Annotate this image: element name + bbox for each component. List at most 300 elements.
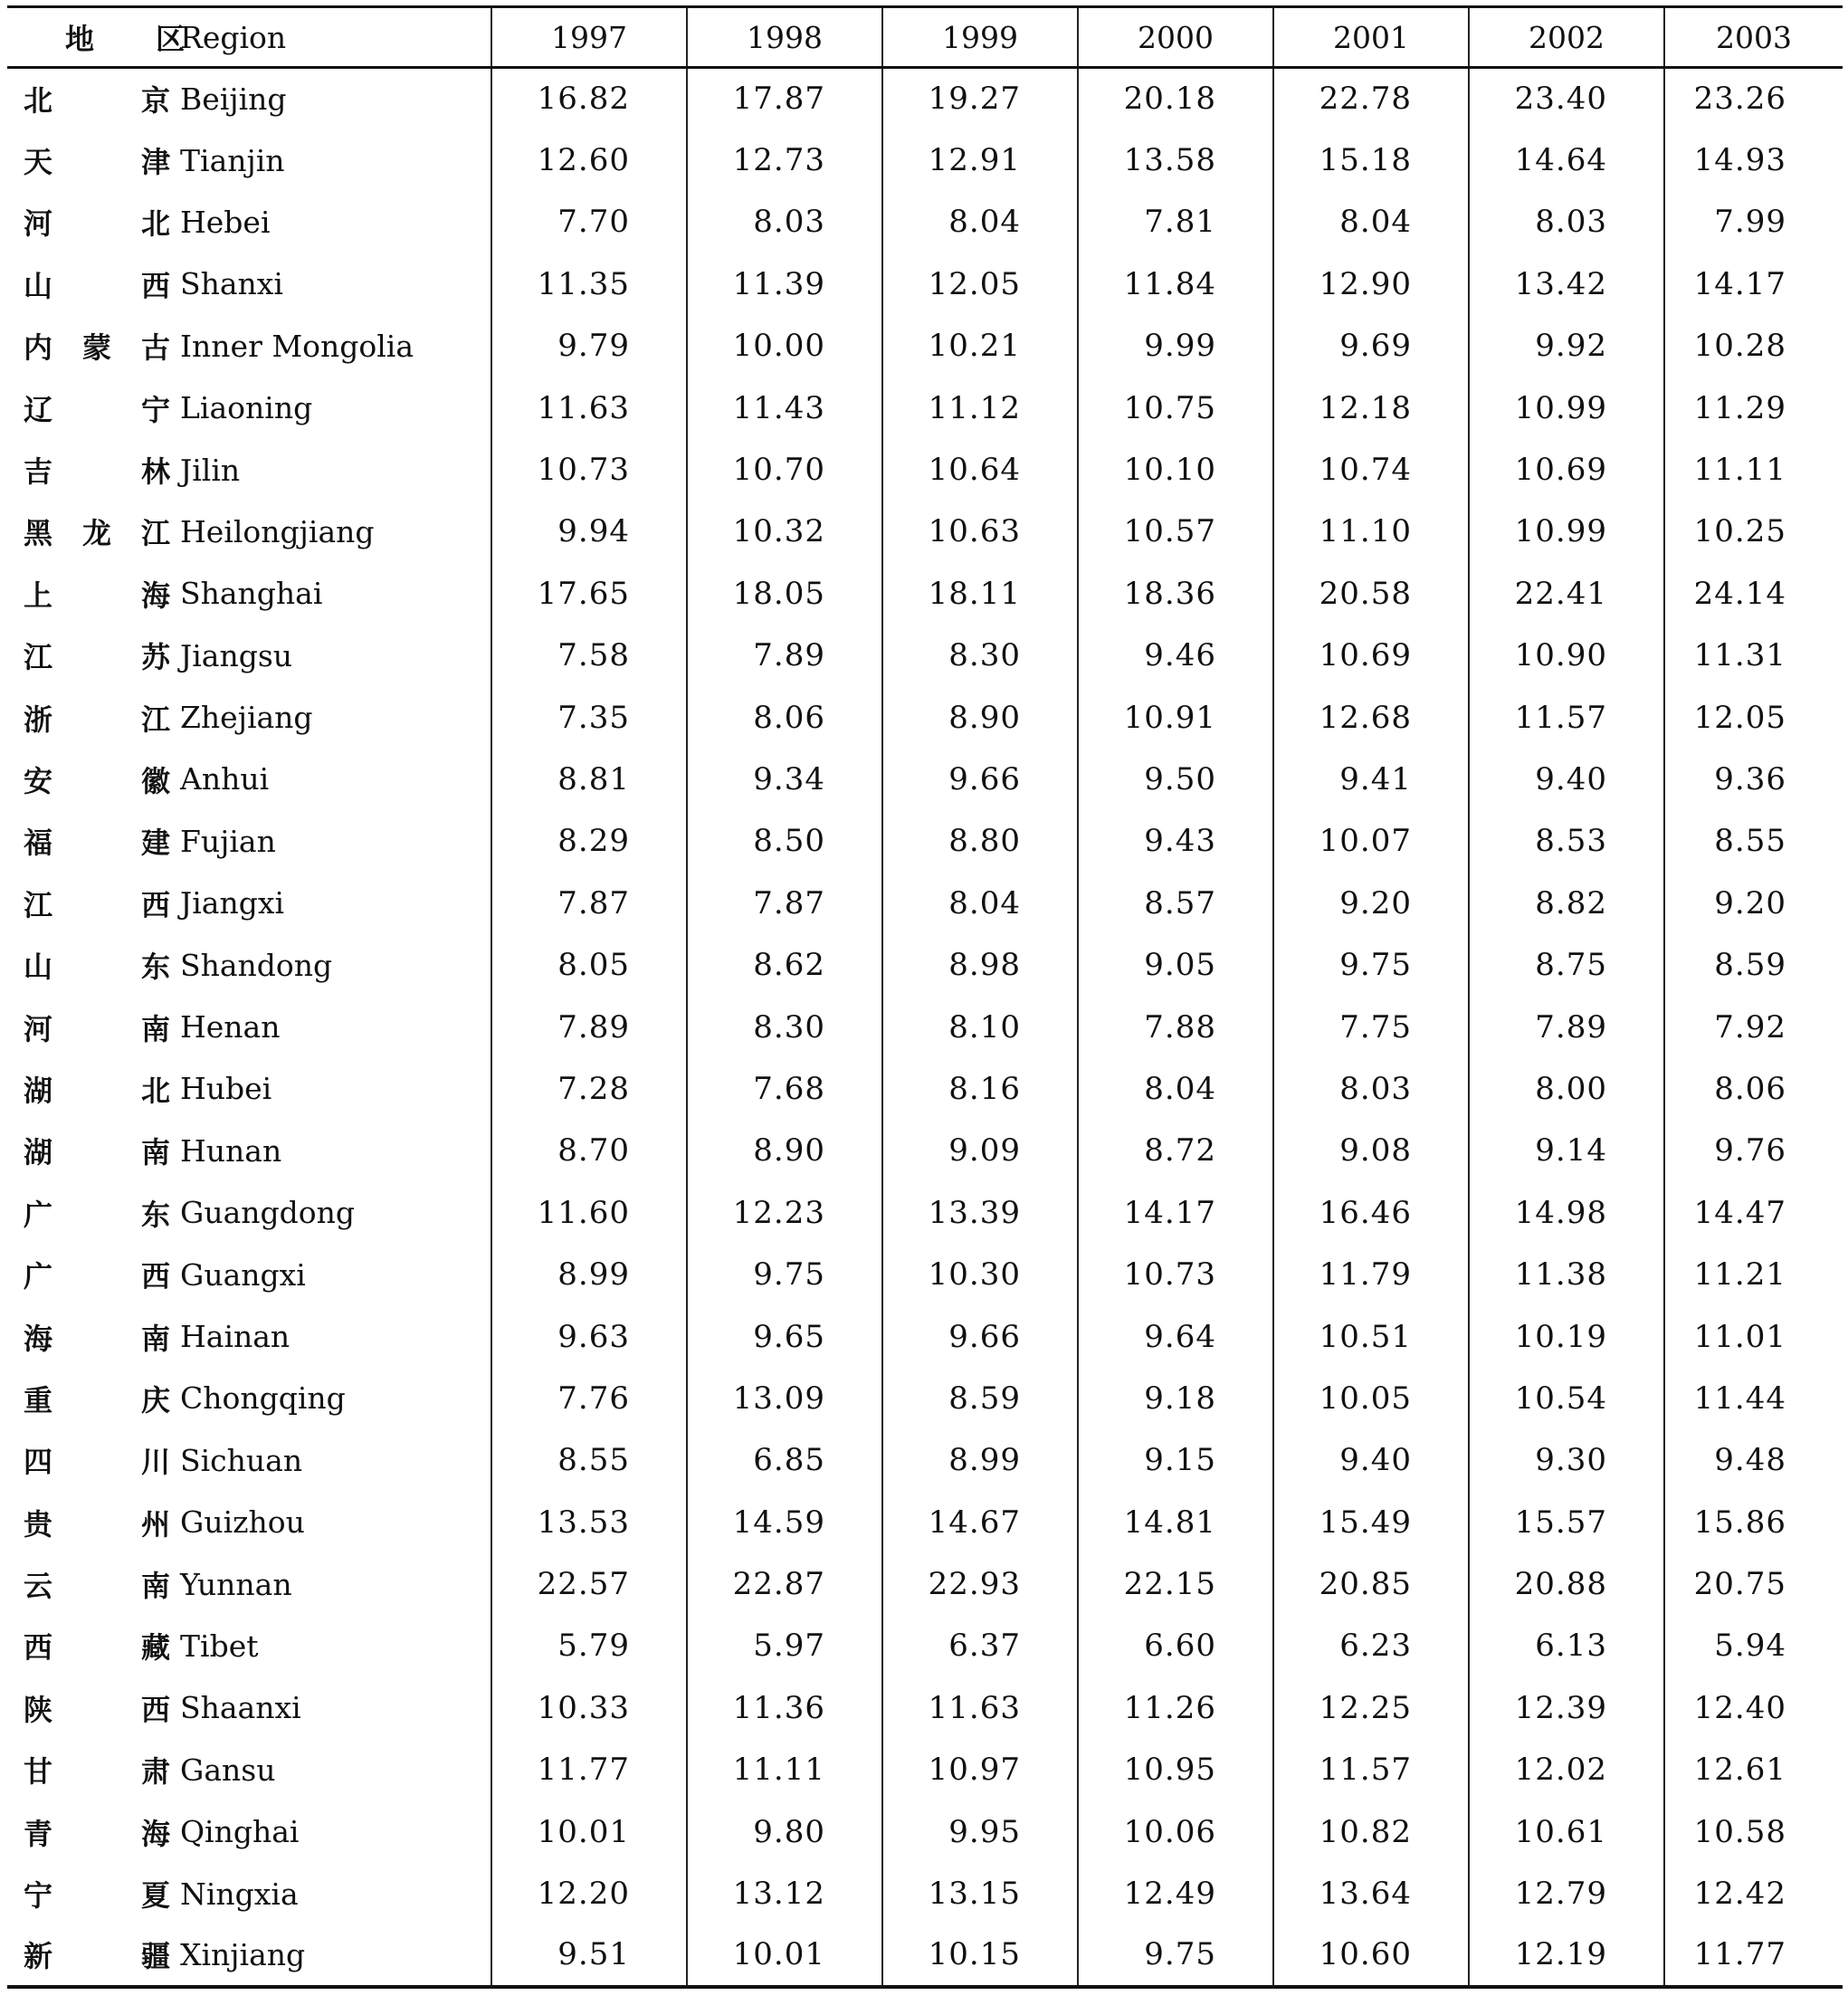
value-cell: 9.08 <box>1273 1120 1469 1181</box>
region-en-cell: Guangxi <box>180 1256 306 1293</box>
region-zh-char: 南 <box>141 1321 171 1356</box>
value-cell: 11.10 <box>1273 501 1469 562</box>
value-cell: 9.94 <box>491 501 687 562</box>
region-zh-cell <box>7 810 173 872</box>
value-cell: 9.40 <box>1469 749 1664 810</box>
value-cell: 11.63 <box>491 377 687 438</box>
value-cell: 11.57 <box>1469 686 1664 748</box>
value-cell: 11.12 <box>882 377 1078 438</box>
value-cell: 14.81 <box>1078 1491 1273 1552</box>
table-row <box>7 1863 1843 1924</box>
regional-data-table <box>7 5 1843 1989</box>
value-cell: 22.93 <box>882 1553 1078 1615</box>
value-cell: 10.19 <box>1469 1305 1664 1367</box>
region-zh-cell <box>7 129 173 191</box>
value-cell: 13.53 <box>491 1491 687 1552</box>
value-cell: 9.46 <box>1078 625 1273 686</box>
region-zh-char: 西 <box>141 1692 171 1727</box>
value-cell: 9.79 <box>491 315 687 377</box>
region-zh-char: 江 <box>141 516 171 551</box>
value-cell: 10.61 <box>1469 1800 1664 1862</box>
value-cell: 8.10 <box>882 996 1078 1057</box>
value-cell: 8.04 <box>882 191 1078 253</box>
region-en-cell: Jiangsu <box>180 637 293 673</box>
region-en-cell: Anhui <box>180 761 270 797</box>
value-cell: 9.69 <box>1273 315 1469 377</box>
region-zh-char: 北 <box>141 1073 171 1108</box>
value-cell: 10.97 <box>882 1739 1078 1800</box>
region-zh-char: 肃 <box>141 1754 171 1790</box>
value-cell: 10.10 <box>1078 439 1273 501</box>
value-cell: 12.61 <box>1664 1739 1843 1800</box>
value-cell: 8.55 <box>1664 810 1843 872</box>
value-cell: 8.99 <box>882 1429 1078 1491</box>
value-cell: 10.63 <box>882 501 1078 562</box>
value-cell: 11.29 <box>1664 377 1843 438</box>
table-row <box>7 377 1843 438</box>
value-cell: 10.33 <box>491 1677 687 1739</box>
table-row <box>7 1244 1843 1305</box>
region-zh-char: 湖 <box>24 1073 53 1108</box>
region-zh-char: 东 <box>141 950 171 985</box>
value-cell: 12.39 <box>1469 1677 1664 1739</box>
table-row <box>7 749 1843 810</box>
region-zh-char: 苏 <box>141 640 171 675</box>
region-en-cell: Shandong <box>180 947 333 983</box>
value-cell: 7.28 <box>491 1058 687 1120</box>
region-zh-char: 西 <box>141 268 171 303</box>
table-row <box>7 1739 1843 1800</box>
value-cell: 11.77 <box>1664 1924 1843 1986</box>
region-zh-char: 青 <box>24 1816 53 1851</box>
region-zh-char: 四 <box>24 1445 53 1480</box>
value-cell: 10.07 <box>1273 810 1469 872</box>
region-zh-char: 辽 <box>24 392 53 427</box>
value-cell: 11.36 <box>687 1677 882 1739</box>
value-cell: 20.58 <box>1273 563 1469 625</box>
region-zh-char: 南 <box>141 1011 171 1046</box>
region-en-cell: Shanxi <box>180 266 283 302</box>
value-cell: 8.90 <box>687 1120 882 1181</box>
table-row <box>7 1800 1843 1862</box>
value-cell: 7.35 <box>491 686 687 748</box>
value-cell: 8.82 <box>1469 873 1664 934</box>
value-cell: 9.92 <box>1469 315 1664 377</box>
table-row <box>7 439 1843 501</box>
region-zh-char: 庆 <box>141 1382 171 1418</box>
value-cell: 10.51 <box>1273 1305 1469 1367</box>
value-cell: 11.01 <box>1664 1305 1843 1367</box>
region-en-cell: Hainan <box>180 1319 291 1354</box>
region-en-cell: Shaanxi <box>180 1690 301 1726</box>
value-cell: 10.74 <box>1273 439 1469 501</box>
value-cell: 9.09 <box>882 1120 1078 1181</box>
region-zh-cell <box>7 625 173 686</box>
table-row <box>7 625 1843 686</box>
table-row <box>7 1924 1843 1986</box>
value-cell: 8.30 <box>882 625 1078 686</box>
table-row <box>7 1429 1843 1491</box>
region-zh-char: 北 <box>24 83 53 119</box>
region-zh-char: 宁 <box>141 392 171 427</box>
region-zh-char: 浙 <box>24 702 53 737</box>
region-zh-cell <box>7 315 173 377</box>
value-cell: 8.62 <box>687 934 882 996</box>
value-cell: 8.70 <box>491 1120 687 1181</box>
region-zh-char: 安 <box>24 763 53 798</box>
value-cell: 9.99 <box>1078 315 1273 377</box>
value-cell: 8.05 <box>491 934 687 996</box>
year-header: 2003 <box>1664 7 1843 68</box>
value-cell: 8.00 <box>1469 1058 1664 1120</box>
value-cell: 8.81 <box>491 749 687 810</box>
value-cell: 14.47 <box>1664 1182 1843 1244</box>
region-zh-cell <box>7 253 173 315</box>
value-cell: 18.36 <box>1078 563 1273 625</box>
value-cell: 11.31 <box>1664 625 1843 686</box>
region-zh-header-char: 地 <box>65 22 95 56</box>
value-cell: 7.92 <box>1664 996 1843 1057</box>
value-cell: 12.68 <box>1273 686 1469 748</box>
value-cell: 10.99 <box>1469 501 1664 562</box>
region-zh-cell <box>7 1120 173 1181</box>
value-cell: 11.35 <box>491 253 687 315</box>
table-row <box>7 1368 1843 1429</box>
value-cell: 13.09 <box>687 1368 882 1429</box>
year-header: 2000 <box>1078 7 1273 68</box>
value-cell: 11.79 <box>1273 1244 1469 1305</box>
region-zh-cell <box>7 1368 173 1429</box>
value-cell: 8.90 <box>882 686 1078 748</box>
value-cell: 12.40 <box>1664 1677 1843 1739</box>
table-row <box>7 810 1843 872</box>
region-en-cell: Henan <box>180 1009 281 1045</box>
value-cell: 11.57 <box>1273 1739 1469 1800</box>
value-cell: 12.18 <box>1273 377 1469 438</box>
value-cell: 14.64 <box>1469 129 1664 191</box>
value-cell: 9.05 <box>1078 934 1273 996</box>
region-zh-char: 东 <box>141 1197 171 1232</box>
value-cell: 10.15 <box>882 1924 1078 1986</box>
value-cell: 9.20 <box>1664 873 1843 934</box>
value-cell: 9.75 <box>687 1244 882 1305</box>
value-cell: 5.79 <box>491 1615 687 1676</box>
year-header: 2001 <box>1273 7 1469 68</box>
document-page <box>7 5 1843 1989</box>
region-zh-char: 云 <box>24 1569 53 1604</box>
value-cell: 12.90 <box>1273 253 1469 315</box>
year-header: 1999 <box>882 7 1078 68</box>
value-cell: 23.40 <box>1469 68 1664 129</box>
region-zh-char: 州 <box>141 1506 171 1542</box>
region-zh-char: 建 <box>141 826 171 861</box>
table-row <box>7 996 1843 1057</box>
value-cell: 13.58 <box>1078 129 1273 191</box>
value-cell: 9.80 <box>687 1800 882 1862</box>
value-cell: 10.69 <box>1469 439 1664 501</box>
value-cell: 8.04 <box>1273 191 1469 253</box>
region-en-cell: Zhejiang <box>180 700 313 736</box>
region-zh-cell <box>7 68 173 129</box>
region-en-cell: Yunnan <box>180 1566 292 1602</box>
region-zh-char: 宁 <box>24 1878 53 1914</box>
region-zh-char: 北 <box>141 206 171 242</box>
value-cell: 7.89 <box>687 625 882 686</box>
region-en-cell: Guizhou <box>180 1504 305 1541</box>
value-cell: 10.90 <box>1469 625 1664 686</box>
table-row <box>7 1615 1843 1676</box>
value-cell: 11.44 <box>1664 1368 1843 1429</box>
value-cell: 24.14 <box>1664 563 1843 625</box>
value-cell: 8.55 <box>491 1429 687 1491</box>
value-cell: 7.68 <box>687 1058 882 1120</box>
value-cell: 13.42 <box>1469 253 1664 315</box>
value-cell: 10.64 <box>882 439 1078 501</box>
value-cell: 8.57 <box>1078 873 1273 934</box>
year-header: 1997 <box>491 7 687 68</box>
value-cell: 14.17 <box>1078 1182 1273 1244</box>
region-zh-cell <box>7 1739 173 1800</box>
value-cell: 11.84 <box>1078 253 1273 315</box>
value-cell: 10.95 <box>1078 1739 1273 1800</box>
region-zh-char: 广 <box>24 1259 53 1294</box>
region-zh-cell <box>7 686 173 748</box>
value-cell: 19.27 <box>882 68 1078 129</box>
table-header <box>7 7 1843 68</box>
table-row <box>7 563 1843 625</box>
value-cell: 8.03 <box>1469 191 1664 253</box>
value-cell: 11.38 <box>1469 1244 1664 1305</box>
value-cell: 22.41 <box>1469 563 1664 625</box>
table-row <box>7 1305 1843 1367</box>
value-cell: 12.73 <box>687 129 882 191</box>
value-cell: 12.05 <box>882 253 1078 315</box>
table-row <box>7 1491 1843 1552</box>
value-cell: 22.78 <box>1273 68 1469 129</box>
value-cell: 12.02 <box>1469 1739 1664 1800</box>
region-zh-char: 山 <box>24 268 53 303</box>
table-row <box>7 68 1843 129</box>
value-cell: 10.75 <box>1078 377 1273 438</box>
region-zh-char: 西 <box>141 1259 171 1294</box>
region-en-cell: Hubei <box>180 1071 272 1107</box>
value-cell: 8.06 <box>1664 1058 1843 1120</box>
value-cell: 16.46 <box>1273 1182 1469 1244</box>
value-cell: 12.05 <box>1664 686 1843 748</box>
value-cell: 11.63 <box>882 1677 1078 1739</box>
region-zh-header-char: 区 <box>156 22 186 56</box>
value-cell: 15.57 <box>1469 1491 1664 1552</box>
value-cell: 9.15 <box>1078 1429 1273 1491</box>
value-cell: 17.65 <box>491 563 687 625</box>
value-cell: 10.60 <box>1273 1924 1469 1986</box>
value-cell: 9.66 <box>882 1305 1078 1367</box>
value-cell: 10.91 <box>1078 686 1273 748</box>
region-zh-cell <box>7 934 173 996</box>
value-cell: 10.99 <box>1469 377 1664 438</box>
table-row <box>7 1553 1843 1615</box>
value-cell: 6.85 <box>687 1429 882 1491</box>
value-cell: 10.25 <box>1664 501 1843 562</box>
region-zh-char: 甘 <box>24 1754 53 1790</box>
region-zh-char: 新 <box>24 1939 53 1974</box>
region-zh-cell <box>7 501 173 562</box>
region-zh-cell <box>7 1677 173 1739</box>
value-cell: 10.70 <box>687 439 882 501</box>
value-cell: 10.05 <box>1273 1368 1469 1429</box>
value-cell: 22.87 <box>687 1553 882 1615</box>
region-zh-char: 海 <box>24 1321 53 1356</box>
region-en-cell: Inner Mongolia <box>180 328 414 364</box>
value-cell: 9.50 <box>1078 749 1273 810</box>
region-zh-char: 津 <box>141 145 171 180</box>
value-cell: 14.67 <box>882 1491 1078 1552</box>
value-cell: 7.99 <box>1664 191 1843 253</box>
region-zh-char: 南 <box>141 1569 171 1604</box>
value-cell: 12.91 <box>882 129 1078 191</box>
value-cell: 7.70 <box>491 191 687 253</box>
table-row <box>7 315 1843 377</box>
region-zh-cell <box>7 1305 173 1367</box>
region-zh-char: 江 <box>24 887 53 922</box>
value-cell: 12.42 <box>1664 1863 1843 1924</box>
table-row <box>7 934 1843 996</box>
region-en-cell: Fujian <box>180 823 276 859</box>
value-cell: 20.88 <box>1469 1553 1664 1615</box>
value-cell: 15.18 <box>1273 129 1469 191</box>
value-cell: 10.32 <box>687 501 882 562</box>
region-zh-cell <box>7 377 173 438</box>
value-cell: 14.59 <box>687 1491 882 1552</box>
region-zh-char: 西 <box>24 1630 53 1666</box>
region-zh-char: 江 <box>141 702 171 737</box>
value-cell: 15.49 <box>1273 1491 1469 1552</box>
region-zh-cell <box>7 1924 173 1986</box>
value-cell: 18.05 <box>687 563 882 625</box>
region-en-cell: Tibet <box>180 1628 259 1664</box>
region-zh-cell <box>7 1244 173 1305</box>
table-row <box>7 129 1843 191</box>
value-cell: 6.13 <box>1469 1615 1664 1676</box>
region-en-cell: Xinjiang <box>173 1924 491 1986</box>
value-cell: 11.11 <box>687 1739 882 1800</box>
value-cell: 8.53 <box>1469 810 1664 872</box>
value-cell: 8.03 <box>1273 1058 1469 1120</box>
value-cell: 10.00 <box>687 315 882 377</box>
value-cell: 6.23 <box>1273 1615 1469 1676</box>
value-cell: 8.50 <box>687 810 882 872</box>
value-cell: 22.57 <box>491 1553 687 1615</box>
region-zh-cell <box>7 1863 173 1924</box>
value-cell: 8.72 <box>1078 1120 1273 1181</box>
value-cell: 8.03 <box>687 191 882 253</box>
value-cell: 8.59 <box>1664 934 1843 996</box>
table-row <box>7 1058 1843 1120</box>
value-cell: 8.30 <box>687 996 882 1057</box>
region-en-cell: Ningxia <box>180 1876 299 1912</box>
region-zh-char: 天 <box>24 145 53 180</box>
region-zh-char: 海 <box>141 1816 171 1851</box>
value-cell: 13.64 <box>1273 1863 1469 1924</box>
value-cell: 7.81 <box>1078 191 1273 253</box>
region-zh-char: 林 <box>141 454 171 490</box>
value-cell: 12.19 <box>1469 1924 1664 1986</box>
value-cell: 8.06 <box>687 686 882 748</box>
region-en-cell: Liaoning <box>180 390 313 426</box>
region-zh-cell <box>7 563 173 625</box>
year-header: 2002 <box>1469 7 1664 68</box>
region-zh-char: 福 <box>24 826 53 861</box>
region-zh-char: 吉 <box>24 454 53 490</box>
value-cell: 15.86 <box>1664 1491 1843 1552</box>
region-zh-cell <box>7 191 173 253</box>
value-cell: 7.89 <box>491 996 687 1057</box>
value-cell: 5.97 <box>687 1615 882 1676</box>
region-zh-cell <box>7 1615 173 1676</box>
region-zh-char: 贵 <box>24 1506 53 1542</box>
region-zh-char: 徽 <box>141 763 171 798</box>
value-cell: 11.11 <box>1664 439 1843 501</box>
value-cell: 8.75 <box>1469 934 1664 996</box>
region-en-cell: Gansu <box>180 1752 276 1788</box>
value-cell: 8.16 <box>882 1058 1078 1120</box>
region-zh-header <box>7 7 186 68</box>
region-zh-char: 龙 <box>82 516 112 551</box>
region-zh-char: 古 <box>141 330 171 366</box>
value-cell: 14.93 <box>1664 129 1843 191</box>
value-cell: 10.06 <box>1078 1800 1273 1862</box>
value-cell: 9.43 <box>1078 810 1273 872</box>
region-en-header: Region <box>173 7 491 68</box>
value-cell: 13.12 <box>687 1863 882 1924</box>
value-cell: 11.77 <box>491 1739 687 1800</box>
table-row <box>7 1120 1843 1181</box>
region-zh-char: 海 <box>141 578 171 613</box>
value-cell: 11.26 <box>1078 1677 1273 1739</box>
value-cell: 11.21 <box>1664 1244 1843 1305</box>
value-cell: 9.34 <box>687 749 882 810</box>
value-cell: 10.30 <box>882 1244 1078 1305</box>
value-cell: 9.41 <box>1273 749 1469 810</box>
value-cell: 10.82 <box>1273 1800 1469 1862</box>
region-zh-cell <box>7 996 173 1057</box>
region-en-cell: Chongqing <box>180 1380 346 1417</box>
table-row <box>7 501 1843 562</box>
value-cell: 10.58 <box>1664 1800 1843 1862</box>
value-cell: 8.98 <box>882 934 1078 996</box>
value-cell: 11.43 <box>687 377 882 438</box>
value-cell: 8.99 <box>491 1244 687 1305</box>
region-zh-char: 上 <box>24 578 53 613</box>
value-cell: 6.60 <box>1078 1615 1273 1676</box>
value-cell: 9.75 <box>1273 934 1469 996</box>
region-zh-char: 黑 <box>24 516 53 551</box>
value-cell: 10.28 <box>1664 315 1843 377</box>
region-zh-cell <box>7 1058 173 1120</box>
region-zh-char: 蒙 <box>82 330 112 366</box>
year-header: 1998 <box>687 7 882 68</box>
value-cell: 6.37 <box>882 1615 1078 1676</box>
value-cell: 9.63 <box>491 1305 687 1367</box>
value-cell: 9.51 <box>491 1924 687 1986</box>
value-cell: 10.73 <box>491 439 687 501</box>
value-cell: 18.11 <box>882 563 1078 625</box>
value-cell: 12.20 <box>491 1863 687 1924</box>
value-cell: 11.60 <box>491 1182 687 1244</box>
value-cell: 14.17 <box>1664 253 1843 315</box>
region-zh-cell <box>7 1429 173 1491</box>
value-cell: 7.58 <box>491 625 687 686</box>
